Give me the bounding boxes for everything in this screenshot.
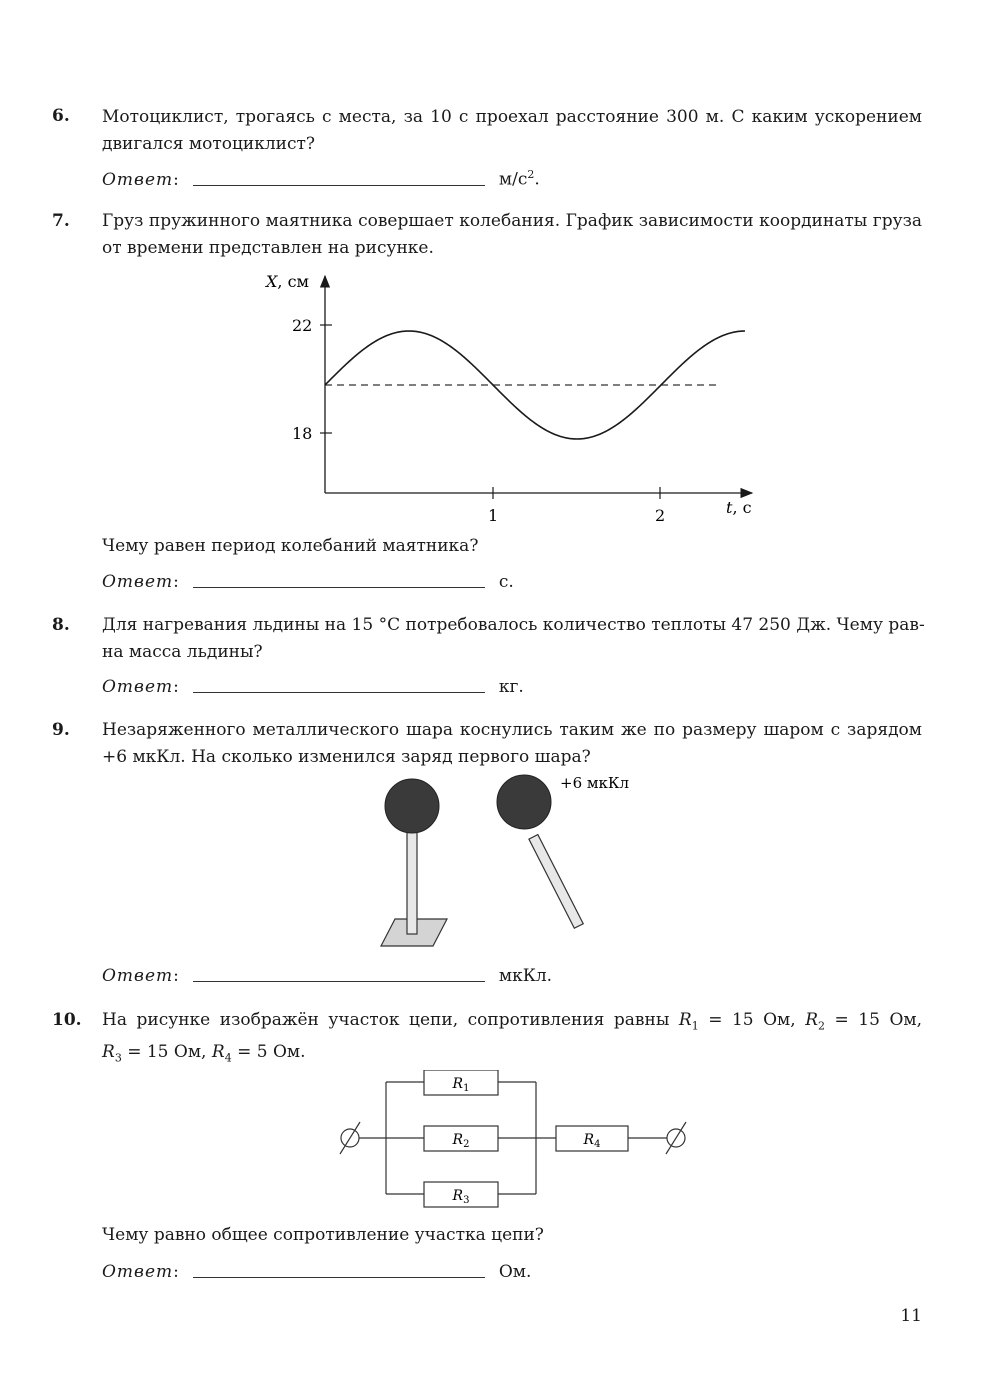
question-9-text [102,717,922,771]
question-10-answer: Ответ : Ом. [102,1262,532,1282]
answer-blank-7[interactable] [193,586,485,588]
spheres-illustration [370,768,650,953]
question-9-answer: Ответ : мкКл. [102,966,553,986]
question-9-line-2: +6 мкКл. На сколько изменился заряд первого шара? [102,747,591,767]
question-10-question: Чему равно общее сопротивление участка цепи? [102,1225,544,1245]
question-7-line-1: Груз пружинного маятника совершает колебания. График зависимости координаты груза [102,211,922,231]
question-7-question: Чему равен период колебаний маятника? [102,536,479,556]
question-8-number: 8. [52,615,70,635]
x-tick-label-2: 2 [655,506,666,525]
answer-unit-6: $м/с^2$. [498,168,540,190]
question-7-text [102,208,922,262]
answer-unit-7: с. [498,572,514,592]
question-8-line-2: на масса льдины? [102,642,263,662]
question-6-line-2: двигался мотоциклист? [102,134,316,154]
uncharged-sphere [385,779,439,833]
question-6-answer: Ответ : $м/с^2$. [102,168,540,190]
question-7-line-2: от времени представлен на рисунке. [102,238,434,258]
answer-label: Ответ [102,170,174,190]
answer-unit-10: Ом. [498,1262,532,1282]
question-6-line-1: Мотоциклист, трогаясь с места, за 10 с проехал расстояние 300 м. С каким ускорением [102,107,922,127]
oscillation-chart [250,268,770,528]
charged-sphere [497,775,551,829]
question-9-number: 9. [52,720,70,740]
answer-blank-8[interactable] [193,691,485,693]
question-6-number: 6. [52,106,70,126]
y-tick-label-22: 22 [292,316,313,335]
insulating-rod-left [407,828,417,934]
question-6-text [102,104,922,158]
circuit-diagram [330,1070,700,1210]
answer-blank-6[interactable] [193,184,485,186]
answer-blank-9[interactable] [193,980,485,982]
page-number: 11 [900,1306,922,1326]
answer-blank-10[interactable] [193,1276,485,1278]
question-10-text [102,1007,922,1072]
question-10-line-1: На рисунке изображён участок цепи, сопротивления равны $R_1 = 15$ Ом, $R_2 = 15$ Ом, [102,1010,923,1033]
question-10-number: 10. [52,1010,82,1030]
label-r2: $R_2$ [452,1132,470,1150]
y-axis-label: X, см [266,272,309,291]
label-r4: $R_4$ [583,1132,601,1150]
question-8-text [102,612,925,666]
tilted-rod [529,835,583,929]
question-7-number: 7. [52,211,70,231]
question-9-line-1: Незаряженного металлического шара коснулись таким же по размеру шаром с зарядом [102,720,922,740]
question-8-answer: Ответ : кг. [102,677,524,697]
y-tick-label-18: 18 [292,424,313,443]
question-7-answer: Ответ : с. [102,572,514,592]
answer-unit-9: мкКл. [498,966,553,986]
question-8-line-1: Для нагревания льдины на 15 °С потребовалось количество теплоты 47 250 Дж. Чему рав- [102,615,925,635]
question-10-line-2: $R_3 = 15$ Ом, $R_4 = 5$ Ом. [102,1042,306,1065]
x-axis-label: t, с [726,498,752,517]
label-r1: $R_1$ [452,1076,470,1094]
label-r3: $R_3$ [452,1188,470,1206]
charge-label: +6 мкКл [560,774,630,792]
answer-unit-8: кг. [498,677,524,697]
x-tick-label-1: 1 [488,506,499,525]
